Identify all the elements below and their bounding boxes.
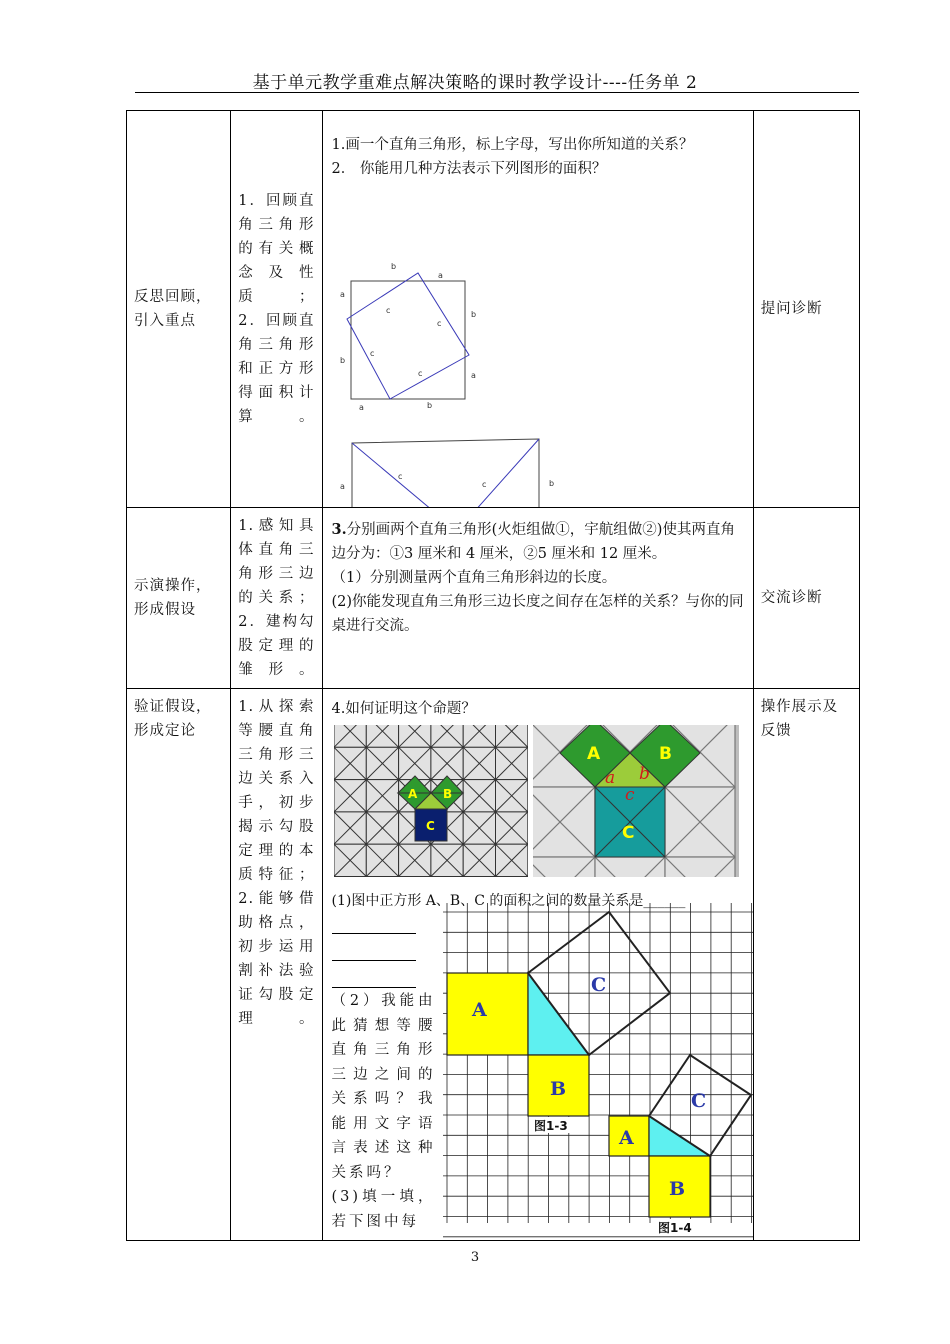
evaluation-text: 操作展示及反馈	[760, 699, 839, 739]
activity-line: (2)你能发现直角三角形三边长度之间存在怎样的关系？与你的同桌进行交流。	[331, 594, 744, 634]
tile-cell	[398, 725, 430, 747]
activity-number: 3.	[331, 521, 347, 538]
activity-line: 4.如何证明这个命题？	[331, 701, 476, 717]
goal-line: 质；	[238, 289, 315, 305]
goal-line: 股定理的	[238, 638, 315, 654]
activity-cell	[322, 689, 753, 1241]
grid14-label-c: C	[690, 1090, 706, 1112]
tile-label-c: C	[425, 819, 435, 833]
goal-line: 2.能够借	[238, 891, 315, 907]
svg-text:a: a	[358, 403, 364, 412]
goal-line: 理。	[238, 1011, 315, 1027]
goal-cell	[231, 508, 322, 689]
evaluation-cell	[753, 111, 859, 508]
evaluation-text: 交流诊断	[760, 590, 823, 606]
stage-cell	[127, 508, 231, 689]
grid14-caption: 图1-4	[657, 1221, 692, 1235]
goal-line: 的关系；	[238, 590, 315, 606]
svg-text:b: b	[390, 262, 396, 271]
answer-blank[interactable]	[332, 942, 416, 961]
area-figures	[323, 187, 753, 507]
svg-text:c: c	[385, 306, 390, 315]
goal-text	[231, 183, 321, 435]
svg-text:a: a	[470, 371, 476, 380]
activity-line: 2． 你能用几种方法表示下列图形的面积？	[331, 161, 607, 177]
tile-cell	[334, 725, 366, 747]
svg-text:c: c	[397, 472, 402, 481]
question-3: (3)填一填，若下图中每	[331, 1189, 436, 1230]
tile-cell	[533, 787, 595, 857]
grid13-caption: 图1-3	[533, 1119, 568, 1133]
tile-label-a: A	[407, 787, 417, 801]
goal-text	[231, 689, 321, 1037]
evaluation-text: 提问诊断	[760, 301, 823, 317]
goal-line: 1.感知具	[238, 518, 315, 534]
goal-line: 2．建构勾	[238, 614, 315, 630]
tile-cell	[366, 725, 398, 747]
goal-line: 角形三边	[238, 566, 315, 582]
goal-line: 三角形三	[238, 747, 315, 763]
lesson-design-table	[126, 110, 860, 1241]
goal-line: 雏形。	[238, 662, 315, 678]
stage-text: 反思回顾，引入重点	[134, 289, 212, 329]
evaluation-cell	[753, 508, 859, 689]
goal-line: 揭示勾股	[238, 819, 315, 835]
tile-figure-small	[334, 725, 528, 877]
svg-text:c: c	[436, 319, 441, 328]
tile-big-label-a: A	[586, 744, 600, 764]
grid14-label-b: B	[668, 1178, 685, 1200]
page-header-title: 基于单元教学重难点解决策略的课时教学设计----任务单 2	[252, 73, 698, 93]
activity-line: （1）分别测量两个直角三角形斜边的长度。	[331, 570, 617, 586]
goal-line: 的有关概	[238, 241, 315, 257]
answer-blank[interactable]	[332, 915, 416, 934]
goal-line: 证勾股定	[238, 987, 315, 1003]
rotated-square-figure	[340, 262, 476, 412]
grid14-label-a: A	[618, 1127, 634, 1149]
stage-cell	[127, 689, 231, 1241]
svg-text:a: a	[339, 290, 345, 299]
svg-text:b: b	[548, 479, 554, 488]
goal-line: 2．回顾直	[238, 313, 315, 329]
svg-text:a: a	[339, 482, 345, 491]
tile-big-label-side-c: c	[624, 785, 635, 805]
goal-line: 1．回顾直	[238, 193, 315, 209]
goal-line: 算。	[238, 409, 315, 425]
table-row	[127, 111, 860, 508]
grid13-label-b: B	[549, 1078, 566, 1100]
goal-line: 初步运用	[238, 939, 315, 955]
tile-label-b: B	[442, 787, 452, 801]
trapezoid-figure	[340, 439, 554, 507]
goal-line: 助格点，	[238, 915, 315, 931]
goal-line: 质特征；	[238, 867, 315, 883]
goal-line: 角三角形	[238, 337, 315, 353]
grid13-label-a: A	[471, 999, 487, 1021]
goal-cell	[231, 689, 322, 1241]
question-1: (1)图中正方形 A、B、C 的面积之间的数量关系是______	[331, 893, 686, 909]
goal-line: 角三角形	[238, 217, 315, 233]
evaluation-cell	[753, 689, 859, 1241]
goal-line: 得面积计	[238, 385, 315, 401]
goal-line: 定理的本	[238, 843, 315, 859]
goal-cell	[231, 111, 322, 508]
answer-blank[interactable]	[332, 969, 416, 988]
activity-cell	[322, 111, 753, 508]
tile-figure-large	[533, 725, 739, 877]
goal-line: 等腰直角	[238, 723, 315, 739]
goal-line: 割补法验	[238, 963, 315, 979]
svg-text:b: b	[426, 401, 432, 410]
svg-text:c: c	[417, 369, 422, 378]
tile-big-label-side-b: b	[638, 764, 650, 784]
goal-text	[231, 508, 321, 688]
table-row	[127, 508, 860, 689]
stage-cell	[127, 111, 231, 508]
grid13-label-c: C	[590, 974, 606, 996]
tile-cell	[430, 725, 462, 747]
goal-line: 手，初步	[238, 795, 315, 811]
svg-text:b: b	[339, 356, 345, 365]
header-rule	[135, 92, 859, 93]
svg-text:c: c	[481, 480, 486, 489]
tile-big-label-b: B	[658, 744, 672, 764]
tile-cell	[463, 725, 495, 747]
page-number: 3	[470, 1250, 480, 1265]
tile-big-label-c: C	[621, 823, 634, 843]
tile-big-label-side-a: a	[604, 768, 615, 788]
goal-line: 边关系入	[238, 771, 315, 787]
goal-line: 和正方形	[238, 361, 315, 377]
grid-figure	[443, 903, 753, 1239]
activity-line: 1.画一个直角三角形，标上字母，写出你所知道的关系？	[331, 137, 694, 153]
svg-text:b: b	[470, 310, 476, 319]
tile-cell	[495, 725, 527, 747]
question-2: （2）我能由此猜想等腰直角三角形三边之间的关系吗？我能用文字语言表述这种关系吗？	[331, 993, 436, 1181]
answer-blanks	[332, 915, 420, 996]
stage-text: 示演操作，形成假设	[134, 578, 212, 618]
table-row	[127, 689, 860, 1241]
activity-line: 3.分别画两个直角三角形(火炬组做①，宇航组做②)使其两直角边分为：①3 厘米和 4 厘米，②5 厘米和 12 厘米。	[331, 521, 735, 562]
goal-line: 1.从探索	[238, 699, 315, 715]
goal-line: 体直角三	[238, 542, 315, 558]
svg-text:c: c	[369, 349, 374, 358]
stage-text: 验证假设，形成定论	[134, 699, 212, 739]
svg-text:a: a	[437, 271, 443, 280]
goal-line: 念 及 性	[238, 265, 315, 281]
activity-cell	[322, 508, 753, 689]
